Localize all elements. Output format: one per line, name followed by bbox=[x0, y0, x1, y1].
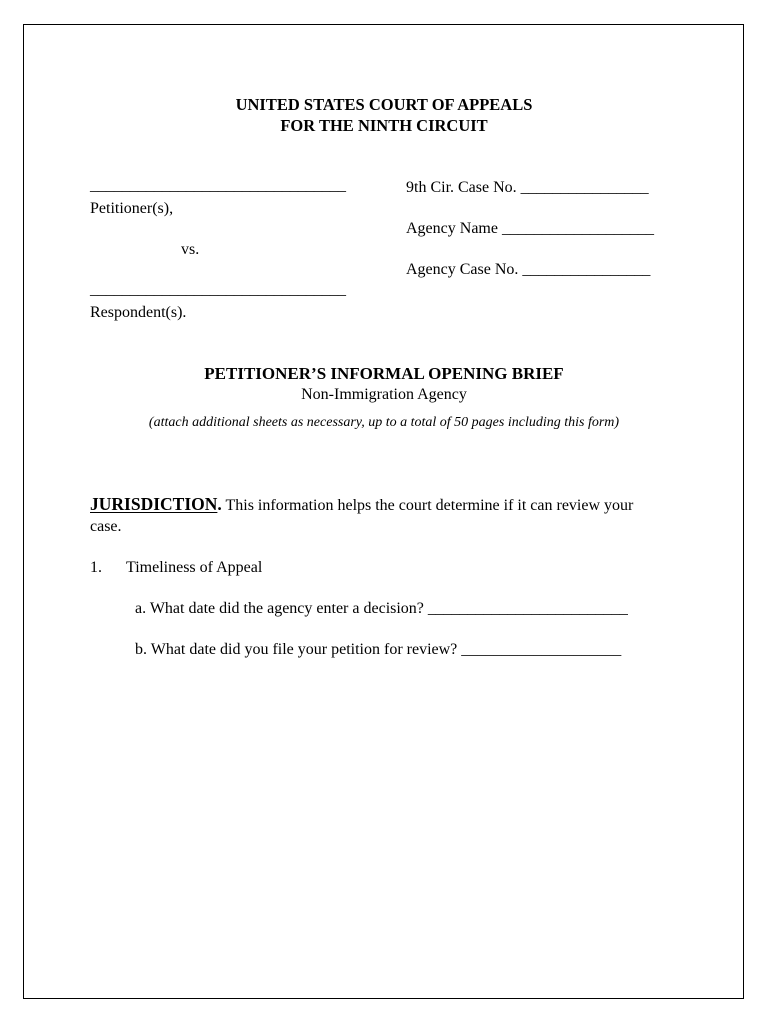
court-name-line2: FOR THE NINTH CIRCUIT bbox=[280, 116, 488, 135]
brief-subtitle: Non-Immigration Agency bbox=[301, 386, 467, 403]
question-1a-field[interactable]: a. What date did the agency enter a decision? _________________________ bbox=[135, 600, 628, 617]
jurisdiction-paragraph bbox=[90, 494, 633, 515]
brief-title: PETITIONER’S INFORMAL OPENING BRIEF bbox=[204, 364, 564, 383]
jurisdiction-intro-line2: case. bbox=[90, 518, 122, 535]
question-1b-field[interactable]: b. What date did you file your petition for review? ____________________ bbox=[135, 641, 622, 658]
brief-note: (attach additional sheets as necessary, up to a total of 50 pages including this form) bbox=[148, 415, 620, 430]
respondent-name-blank[interactable]: ________________________________ bbox=[90, 281, 346, 298]
respondent-label: Respondent(s). bbox=[90, 304, 187, 321]
petitioner-label: Petitioner(s), bbox=[90, 200, 174, 217]
case-number-field[interactable]: 9th Cir. Case No. ________________ bbox=[406, 179, 649, 196]
jurisdiction-intro-line1: This information helps the court determine if it can review your bbox=[221, 497, 634, 514]
jurisdiction-heading: JURISDICTION bbox=[90, 494, 218, 514]
question-1-number: 1. bbox=[90, 559, 102, 576]
agency-case-number-field[interactable]: Agency Case No. ________________ bbox=[406, 261, 651, 278]
agency-name-field[interactable]: Agency Name ___________________ bbox=[406, 220, 654, 237]
jurisdiction-heading-period: . bbox=[217, 494, 222, 514]
court-name-line1: UNITED STATES COURT OF APPEALS bbox=[235, 95, 533, 114]
question-1-label: Timeliness of Appeal bbox=[126, 559, 263, 576]
versus-label: vs. bbox=[181, 241, 200, 258]
petitioner-name-blank[interactable]: ________________________________ bbox=[90, 177, 346, 194]
